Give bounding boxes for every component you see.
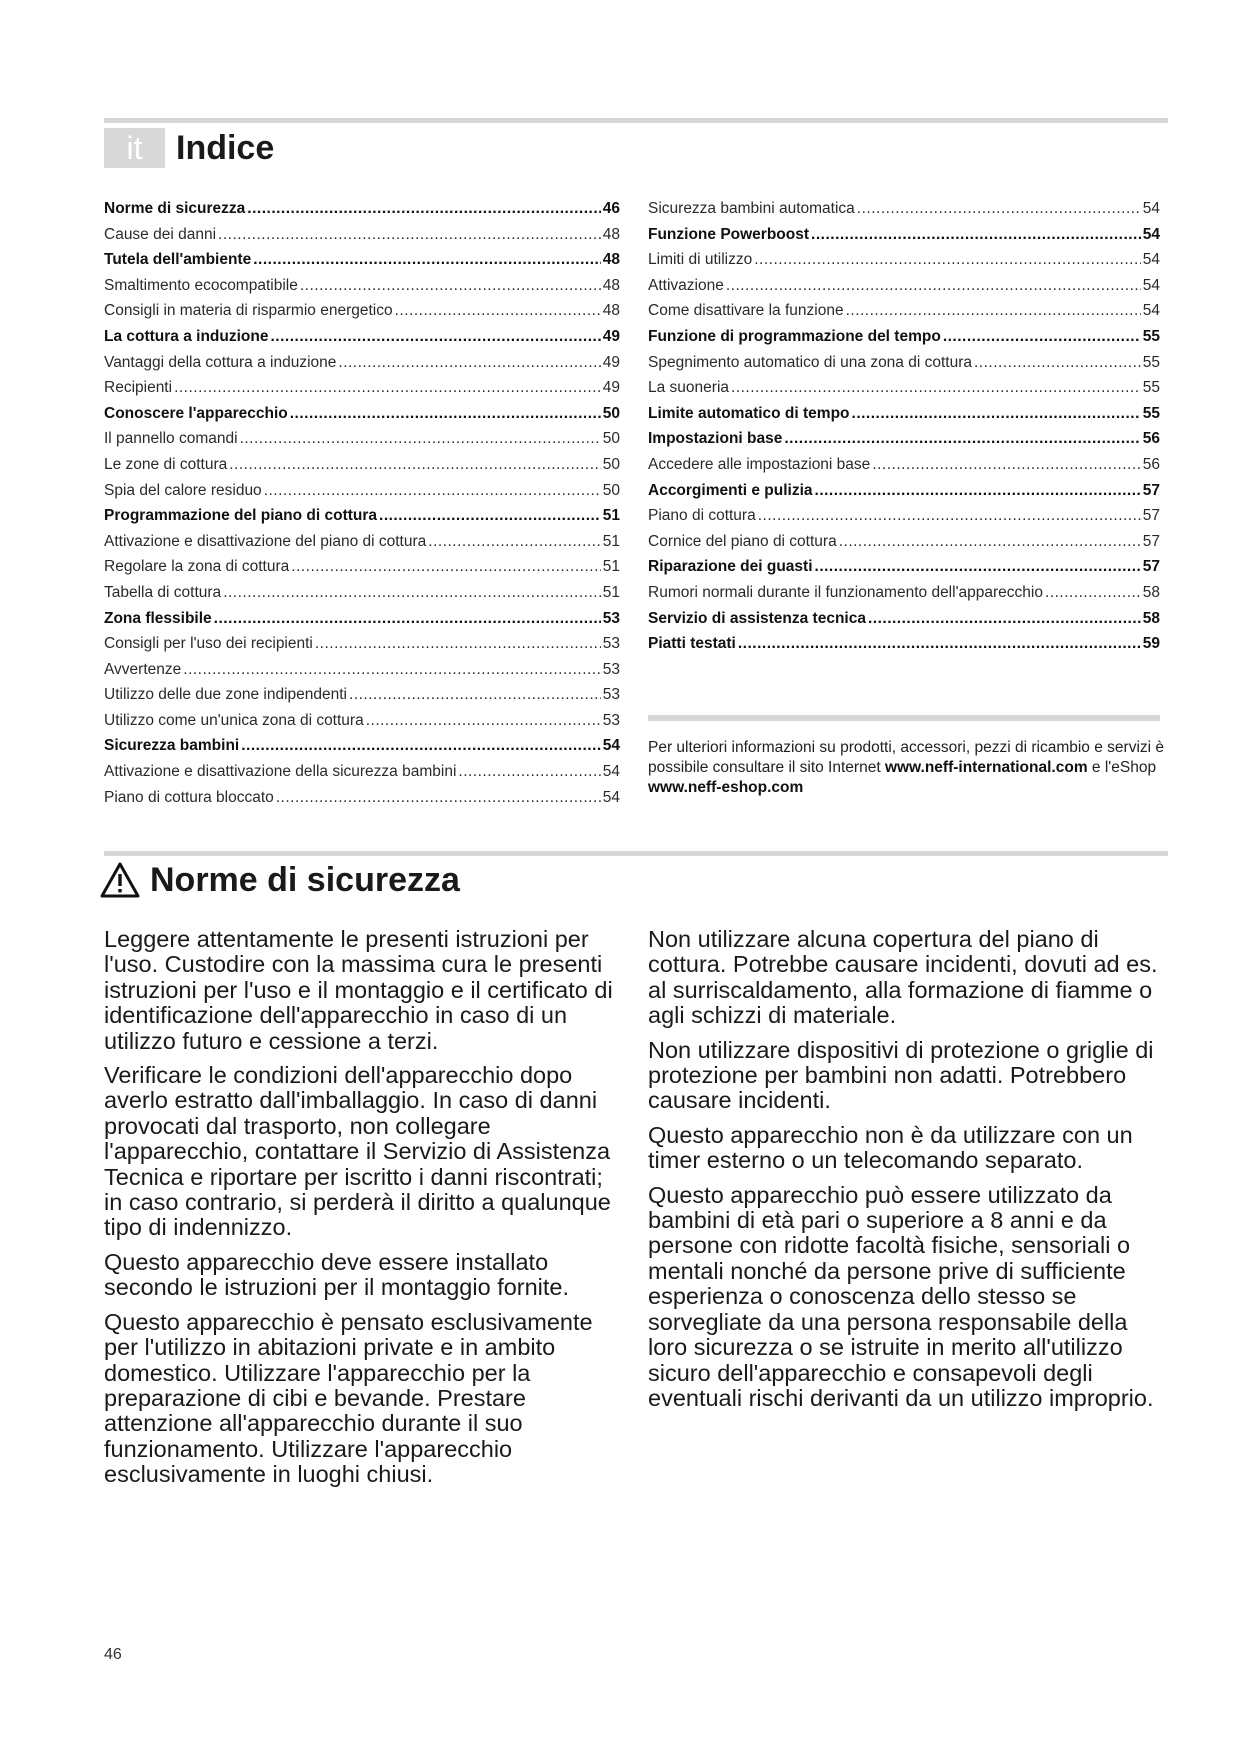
toc-dot-leader (300, 273, 601, 299)
toc-entry[interactable] (648, 375, 1160, 401)
toc-entry-title: Cause dei danni (104, 225, 217, 243)
toc-dot-leader (240, 426, 601, 452)
toc-entry-title: Conoscere l'apparecchio (104, 404, 288, 422)
toc-entry-title: Cornice del piano di cottura (648, 532, 837, 550)
toc-dot-leader (218, 222, 601, 248)
toc-entry-title: Zona flessibile (104, 609, 212, 627)
toc-entry-title: Recipienti (104, 379, 173, 397)
toc-entry[interactable] (648, 478, 1160, 504)
info-connector: e l'eShop (1091, 759, 1157, 776)
toc-entry[interactable] (104, 708, 620, 734)
toc-dot-leader (428, 529, 600, 555)
toc-entry-title: Attivazione (648, 276, 724, 294)
toc-dot-leader (738, 631, 1141, 657)
toc-entry-title: Spegnimento automatico di una zona di cottura (648, 353, 972, 371)
toc-entry-title: Attivazione e disattivazione del piano di cottura (104, 532, 427, 550)
toc-entry-page: 54 (602, 737, 620, 755)
toc-entry-page: 54 (602, 763, 620, 781)
page-number: 46 (104, 1646, 122, 1663)
toc-entry[interactable] (648, 273, 1160, 299)
toc-entry[interactable] (104, 350, 620, 376)
toc-entry-title: Utilizzo come un'unica zona di cottura (104, 711, 364, 729)
toc-entry[interactable] (648, 426, 1160, 452)
toc-entry-page: 53 (602, 660, 620, 678)
page-title: Indice (176, 129, 275, 167)
toc-dot-leader (229, 452, 601, 478)
toc-entry[interactable] (104, 759, 620, 785)
toc-entry[interactable] (104, 657, 620, 683)
toc-entry-page: 58 (1142, 583, 1160, 601)
toc-entry-page: 51 (602, 507, 620, 525)
toc-entry-page: 50 (602, 455, 620, 473)
toc-entry-title: Piano di cottura (648, 507, 756, 525)
toc-dot-leader (214, 606, 601, 632)
toc-entry[interactable] (104, 222, 620, 248)
toc-entry[interactable] (104, 401, 620, 427)
toc-entry[interactable] (648, 298, 1160, 324)
toc-entry-title: Riparazione dei guasti (648, 558, 813, 576)
toc-dot-leader (811, 222, 1141, 248)
toc-dot-leader (726, 273, 1141, 299)
info-text: Per ulteriori informazioni su prodotti, accessori, pezzi di ricambio e servizi è possibile consultare il sito Internet (648, 739, 1165, 776)
toc-dot-leader (349, 682, 601, 708)
toc-left-column (104, 196, 620, 810)
toc-entry-title: Funzione di programmazione del tempo (648, 327, 941, 345)
toc-entry-page: 55 (1142, 379, 1160, 397)
link-neff-international[interactable]: www.neff-international.com (884, 759, 1088, 776)
toc-entry-page: 53 (602, 711, 620, 729)
toc-entry-page: 49 (602, 379, 620, 397)
toc-entry-title: La cottura a induzione (104, 327, 269, 345)
toc-entry[interactable] (648, 247, 1160, 273)
toc-dot-leader (264, 478, 601, 504)
toc-entry-title: Vantaggi della cottura a induzione (104, 353, 337, 371)
toc-entry-title: Il pannello comandi (104, 430, 238, 448)
toc-dot-leader (857, 196, 1141, 222)
toc-dot-leader (758, 503, 1141, 529)
toc-entry-title: Smaltimento ecocompatibile (104, 276, 298, 294)
toc-entry-title: Funzione Powerboost (648, 225, 810, 243)
toc-entry[interactable] (104, 606, 620, 632)
toc-dot-leader (290, 401, 601, 427)
toc-entry-title: Rumori normali durante il funzionamento dell'apparecchio (648, 583, 1043, 601)
toc-entry-page: 49 (602, 353, 620, 371)
toc-entry-title: Limiti di utilizzo (648, 251, 753, 269)
toc-entry[interactable] (104, 682, 620, 708)
toc-entry[interactable] (648, 196, 1160, 222)
toc-entry-page: 54 (1142, 276, 1160, 294)
toc-dot-leader (815, 478, 1141, 504)
toc-dot-leader (315, 631, 601, 657)
toc-entry-page: 53 (602, 635, 620, 653)
toc-dot-leader (846, 298, 1141, 324)
toc-entry[interactable] (648, 606, 1160, 632)
toc-entry-page: 56 (1142, 430, 1160, 448)
toc-dot-leader (943, 324, 1141, 350)
toc-entry-title: Limite automatico di tempo (648, 404, 850, 422)
toc-entry[interactable] (648, 631, 1160, 657)
toc-entry-title: La suoneria (648, 379, 730, 397)
toc-entry[interactable] (104, 733, 620, 759)
info-box (648, 738, 1168, 798)
toc-entry-page: 49 (602, 327, 620, 345)
toc-entry-title: Programmazione del piano di cottura (104, 507, 378, 525)
toc-dot-leader (183, 657, 600, 683)
toc-entry-title: Regolare la zona di cottura (104, 558, 290, 576)
toc-entry-page: 48 (602, 302, 620, 320)
language-badge: it (104, 128, 165, 168)
toc-entry-title: Sicurezza bambini (104, 737, 240, 755)
toc-entry-page: 54 (602, 788, 620, 806)
toc-entry-title: Piano di cottura bloccato (104, 788, 274, 806)
toc-entry-page: 54 (1142, 251, 1160, 269)
toc-dot-leader (872, 452, 1140, 478)
toc-entry-page: 48 (602, 251, 620, 269)
toc-entry-title: Tutela dell'ambiente (104, 251, 252, 269)
toc-right-column (648, 196, 1160, 657)
toc-entry-title: Come disattivare la funzione (648, 302, 844, 320)
safety-paragraph: Leggere attentamente le presenti istruzioni per l'uso. Custodire con la massima cura le presenti istruzioni per l'uso e il montaggio e il certificato di identificazione dell'apparecchio in caso di un utilizzo futuro e cessione a terzi. (104, 926, 613, 1054)
toc-entry[interactable] (104, 196, 620, 222)
toc-entry[interactable] (648, 554, 1160, 580)
safety-left-column (104, 927, 624, 1497)
toc-entry-title: Norme di sicurezza (104, 200, 246, 217)
toc-entry-page: 56 (1142, 455, 1160, 473)
toc-dot-leader (868, 606, 1141, 632)
toc-entry-title: Accedere alle impostazioni base (648, 455, 871, 473)
toc-dot-leader (223, 580, 601, 606)
safety-paragraph: Questo apparecchio è pensato esclusivamente per l'utilizzo in abitazioni private e in ambito domestico. Utilizzare l'apparecchio per la preparazione di cibi e bevande. Prestare attenzione all'apparecchio durante il suo funzionamento. Utilizzare l'apparecchio esclusivamente in luoghi chiusi. (104, 1308, 593, 1488)
toc-entry[interactable] (648, 401, 1160, 427)
toc-entry[interactable] (104, 503, 620, 529)
toc-entry-page: 57 (1142, 507, 1160, 525)
toc-entry[interactable] (104, 426, 620, 452)
toc-dot-leader (731, 375, 1141, 401)
safety-right-column (648, 927, 1168, 1420)
toc-entry-page: 51 (602, 532, 620, 550)
toc-entry[interactable] (648, 222, 1160, 248)
toc-entry[interactable] (104, 580, 620, 606)
toc-entry-title: Attivazione e disattivazione della sicurezza bambini (104, 763, 457, 781)
toc-entry[interactable] (648, 452, 1160, 478)
toc-entry[interactable] (648, 324, 1160, 350)
toc-entry-page: 50 (602, 481, 620, 499)
toc-dot-leader (270, 324, 600, 350)
safety-paragraph: Questo apparecchio deve essere installato secondo le istruzioni per il montaggio fornite. (104, 1248, 570, 1301)
safety-paragraph: Verificare le condizioni dell'apparecchio dopo averlo estratto dall'imballaggio. In caso di danni provocati dal trasporto, non collegare l'apparecchio, contattare il Servizio di Assistenza Tecnica e riportare per iscritto i danni riscontrati; in caso contrario, si perderà il diritto a qualunque tipo di indennizzo. (104, 1062, 611, 1241)
toc-entry-page: 48 (602, 225, 620, 243)
toc-entry[interactable] (104, 529, 620, 555)
toc-dot-leader (291, 554, 600, 580)
toc-dot-leader (754, 247, 1141, 273)
toc-entry[interactable] (104, 478, 620, 504)
toc-entry-title: Avvertenze (104, 660, 182, 678)
toc-entry-page: 51 (602, 558, 620, 576)
toc-entry[interactable] (648, 580, 1160, 606)
toc-dot-leader (815, 554, 1141, 580)
toc-dot-leader (852, 401, 1141, 427)
toc-dot-leader (276, 785, 601, 811)
toc-entry-page: 53 (602, 609, 620, 627)
toc-entry-title: Le zone di cottura (104, 455, 228, 473)
toc-dot-leader (253, 247, 601, 273)
toc-entry-page: 54 (1142, 302, 1160, 320)
toc-entry-page: 55 (1142, 327, 1160, 345)
toc-entry-title: Spia del calore residuo (104, 481, 262, 499)
toc-dot-leader (395, 298, 601, 324)
toc-dot-leader (379, 503, 601, 529)
toc-entry[interactable] (104, 324, 620, 350)
toc-entry-page: 55 (1142, 353, 1160, 371)
toc-dot-leader (174, 375, 601, 401)
toc-entry-page: 57 (1142, 558, 1160, 576)
toc-entry-title: Accorgimenti e pulizia (648, 481, 813, 499)
warning-icon (100, 862, 140, 898)
toc-dot-leader (366, 708, 601, 734)
toc-entry-page: 55 (1142, 404, 1160, 422)
toc-entry[interactable] (104, 273, 620, 299)
toc-dot-leader (839, 529, 1141, 555)
toc-entry[interactable] (104, 298, 620, 324)
safety-paragraph: Non utilizzare dispositivi di protezione o griglie di protezione per bambini non adatti. Potrebbero causare incidenti. (648, 1036, 1154, 1114)
toc-entry-title: Piatti testati (648, 635, 736, 653)
toc-entry[interactable] (104, 554, 620, 580)
link-neff-eshop[interactable]: www.neff-eshop.com (648, 779, 804, 796)
toc-entry-page: 50 (602, 430, 620, 448)
toc-entry[interactable] (648, 350, 1160, 376)
toc-entry-title: Utilizzo delle due zone indipendenti (104, 686, 347, 704)
safety-paragraph: Questo apparecchio non è da utilizzare con un timer esterno o un telecomando separato. (648, 1121, 1133, 1174)
toc-entry-page: 57 (1142, 481, 1160, 499)
toc-entry-page: 54 (1142, 225, 1160, 243)
header-rule (104, 118, 1168, 123)
toc-entry-page: 51 (602, 583, 620, 601)
toc-dot-leader (241, 733, 601, 759)
toc-entry[interactable] (104, 785, 620, 811)
toc-dot-leader (1045, 580, 1141, 606)
toc-entry[interactable] (648, 529, 1160, 555)
toc-entry-page: 54 (1142, 200, 1160, 217)
toc-entry[interactable] (104, 375, 620, 401)
safety-heading (100, 856, 460, 904)
toc-entry-title: Servizio di assistenza tecnica (648, 609, 866, 627)
toc-dot-leader (247, 196, 600, 222)
toc-entry-title: Consigli per l'uso dei recipienti (104, 635, 313, 653)
toc-entry-page: 50 (602, 404, 620, 422)
safety-paragraph: Questo apparecchio può essere utilizzato da bambini di età pari o superiore a 8 anni e da persone con ridotte facoltà fisiche, sensoriali o mentali nonché da persone prive di sufficiente esperienza o conoscenza dello stesso se sorvegliate da una persona responsabile della loro sicurezza o se istruite in merito all'utilizzo sicuro dell'apparecchio e consapevoli degli eventuali rischi derivanti da un utilizzo improprio. (648, 1181, 1154, 1411)
toc-entry-page: 48 (602, 276, 620, 294)
safety-paragraph: Non utilizzare alcuna copertura del piano di cottura. Potrebbe causare incidenti, dovuti ad es. al surriscaldamento, alla formazione di fiamme o agli schizzi di materiale. (648, 926, 1158, 1029)
toc-dot-leader (974, 350, 1141, 376)
toc-entry-title: Tabella di cottura (104, 583, 222, 601)
toc-entry-title: Impostazioni base (648, 430, 783, 448)
toc-entry[interactable] (104, 452, 620, 478)
toc-entry-page: 59 (1142, 635, 1160, 653)
toc-entry-title: Consigli in materia di risparmio energetico (104, 302, 393, 320)
toc-dot-leader (458, 759, 600, 785)
toc-entry[interactable] (104, 247, 620, 273)
safety-title: Norme di sicurezza (150, 861, 460, 899)
toc-entry[interactable] (648, 503, 1160, 529)
toc-dot-leader (784, 426, 1140, 452)
info-separator (648, 715, 1160, 721)
toc-entry-title: Sicurezza bambini automatica (648, 200, 855, 217)
toc-entry[interactable] (104, 631, 620, 657)
toc-entry-page: 58 (1142, 609, 1160, 627)
toc-dot-leader (338, 350, 600, 376)
toc-entry-page: 53 (602, 686, 620, 704)
toc-entry-page: 46 (602, 200, 620, 217)
toc-entry-page: 57 (1142, 532, 1160, 550)
